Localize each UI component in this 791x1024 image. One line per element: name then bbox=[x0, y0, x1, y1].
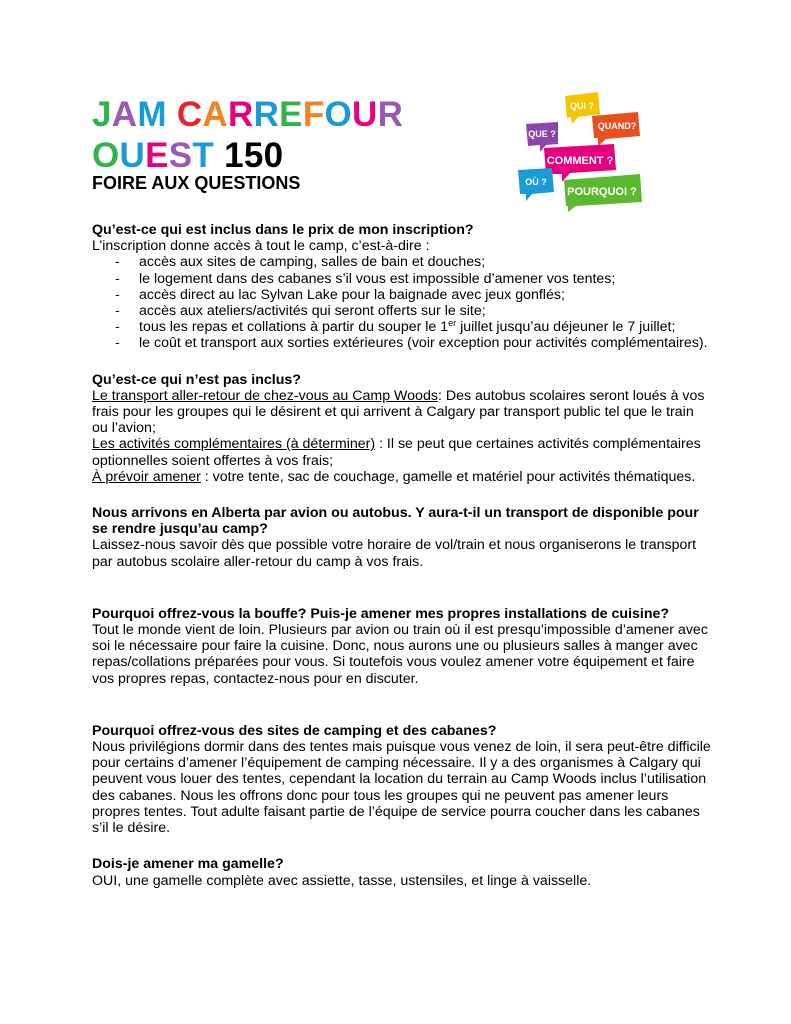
title-letter: R bbox=[253, 95, 280, 134]
faq-question: Dois-je amener ma gamelle? bbox=[92, 856, 284, 873]
faq-intro: L’inscription donne accès à tout le camp, c’est-à-dire : bbox=[92, 238, 430, 255]
faq-question: Nous arrivons en Alberta par avion ou autobus. Y aura-t-il un transport de disponible pour se rendre jusqu’au camp? bbox=[92, 505, 699, 538]
title-ouest-word bbox=[92, 136, 214, 175]
faq-section-not-included bbox=[92, 372, 712, 485]
faq-answer-transport: Le transport aller-retour de chez-vous au Camp Woods: Des autobus scolaires seront loués à vos frais pour les groupes qui le désirent et qui arrivent à Calgary par transport public tel que le train ou l’avion; bbox=[92, 387, 705, 437]
list-item: - accès aux sites de camping, salles de bain et douches; bbox=[115, 254, 486, 271]
faq-section-camping bbox=[92, 723, 712, 836]
list-item: - accès aux ateliers/activités qui seront offerts sur le site; bbox=[115, 303, 486, 320]
title-letter: U bbox=[119, 136, 146, 175]
title-letter: A bbox=[111, 95, 138, 134]
bubble-comment bbox=[544, 144, 616, 182]
title-letter: T bbox=[192, 136, 215, 175]
bubble-quand bbox=[592, 112, 640, 146]
faq-answer-activities: Les activités complémentaires (à déterminer) : Il se peut que certaines activités complémentaires optionnelles soient offertes à vos frais; bbox=[92, 436, 701, 469]
faq-answer: Tout le monde vient de loin. Plusieurs par avion ou train où il est presqu’impossible d’amener avec soi le nécessaire pour faire la cuisine. Donc, nous aurons une ou plusieurs salles à manger avec repas/collations préparées pour vous. Si toutefois vous voulez amener votre équipement et faire vos propres repas, contactez-nous pour en discuter. bbox=[92, 622, 708, 687]
title-letter: U bbox=[352, 95, 378, 134]
title-letter: S bbox=[168, 136, 193, 175]
title-letter: R bbox=[228, 95, 254, 134]
document-title bbox=[92, 94, 403, 176]
faq-question: Pourquoi offrez-vous la bouffe? Puis-je amener mes propres installations de cuisine? bbox=[92, 605, 670, 622]
svg-text:POURQUOI ?: POURQUOI ? bbox=[567, 186, 637, 198]
title-letter: E bbox=[145, 136, 169, 175]
bubble-pourquoi bbox=[564, 174, 642, 212]
title-letter: C bbox=[176, 95, 203, 134]
svg-text:QUE ?: QUE ? bbox=[528, 129, 556, 139]
title-letter bbox=[167, 95, 177, 134]
title-letter: O bbox=[92, 136, 120, 175]
title-letter: F bbox=[302, 95, 325, 134]
list-item: - accès direct au lac Sylvan Lake pour la baignade avec jeux gonflés; bbox=[115, 286, 565, 303]
faq-answer: Nous privilégions dormir dans des tentes mais puisque vous venez de loin, il sera peut-être difficile pour certains d’amener l’équipement de camping nécessaire. Il y a des organismes à Calgary qui peuvent vous louer des tentes, cependant la location du terrain au Camp Woods inclus l’utilisation des cabanes. Nous les offrons donc pour tous les groupes qui ne peuvent pas amener leurs propres tentes. Tout adulte faisant partie de l’équipe de service pourra coucher dans les cabanes s’il le désire. bbox=[92, 739, 711, 837]
title-letter: M bbox=[137, 95, 167, 134]
faq-section-transport bbox=[92, 505, 712, 570]
list-item: - tous les repas et collations à partir du souper le 1er juillet jusqu’au déjeuner le 7 juillet; bbox=[115, 318, 676, 336]
faq-answer: OUI, une gamelle complète avec assiette, tasse, ustensiles, et linge à vaisselle. bbox=[92, 872, 592, 889]
page-subtitle: FOIRE AUX QUESTIONS bbox=[92, 173, 301, 193]
svg-text:COMMENT ?: COMMENT ? bbox=[546, 155, 614, 167]
faq-section-included bbox=[92, 222, 712, 352]
svg-text:QUAND?: QUAND? bbox=[597, 121, 637, 131]
faq-answer-bring: À prévoir amener : votre tente, sac de couchage, gamelle et matériel pour activités thématiques. bbox=[92, 468, 696, 485]
title-number: 150 bbox=[224, 136, 284, 175]
title-letter: A bbox=[202, 95, 228, 134]
list-item: - le logement dans des cabanes s’il vous est impossible d’amener vos tentes; bbox=[115, 270, 616, 287]
title-letter: O bbox=[324, 95, 353, 134]
faq-question: Pourquoi offrez-vous des sites de camping et des cabanes? bbox=[92, 722, 497, 739]
faq-content bbox=[92, 222, 712, 889]
faq-section-food bbox=[92, 606, 712, 687]
list-item: - le coût et transport aux sorties extérieures (voir exception pour activités complémentaires). bbox=[115, 335, 708, 352]
faq-question: Qu’est-ce qui est inclus dans le prix de mon inscription? bbox=[92, 222, 474, 238]
included-list bbox=[92, 254, 712, 351]
svg-text:OÙ ?: OÙ ? bbox=[525, 177, 547, 187]
bubble-ou bbox=[518, 168, 554, 201]
faq-section-gamelle bbox=[92, 856, 712, 888]
title-letter: E bbox=[279, 95, 303, 134]
svg-text:QUI ?: QUI ? bbox=[570, 101, 594, 111]
title-line-1 bbox=[92, 94, 403, 135]
faq-answer: Laissez-nous savoir dès que possible votre horaire de vol/train et nous organiserons le transport par autobus scolaire aller-retour du camp à vos frais. bbox=[92, 537, 697, 570]
title-letter: R bbox=[377, 95, 404, 134]
question-bubbles-logo bbox=[510, 90, 650, 215]
title-line-2 bbox=[92, 135, 403, 176]
faq-question: Qu’est-ce qui n’est pas inclus? bbox=[92, 371, 301, 388]
title-letter: J bbox=[92, 95, 112, 134]
